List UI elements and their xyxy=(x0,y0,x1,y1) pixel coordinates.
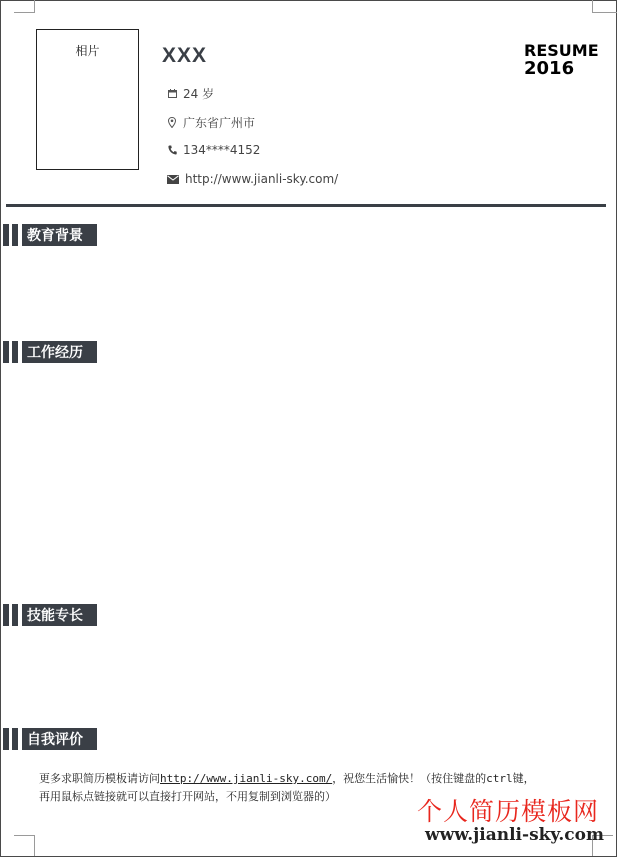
section-bar-decoration xyxy=(12,728,18,750)
section-heading-education xyxy=(3,224,97,246)
watermark-title: 个人简历模板网 xyxy=(417,797,600,826)
section-bar-decoration xyxy=(3,341,9,363)
section-bar-decoration xyxy=(12,224,18,246)
note-link[interactable]: http://www.jianli-sky.com/ xyxy=(160,772,333,785)
location-pin-icon xyxy=(167,117,177,129)
info-website xyxy=(167,172,338,186)
section-bar-decoration xyxy=(3,604,9,626)
resume-year-title xyxy=(524,42,599,78)
corner-mark-top-right xyxy=(592,0,617,13)
corner-mark-bottom-left xyxy=(14,835,35,856)
section-bar-decoration xyxy=(12,604,18,626)
watermark-url: www.jianli-sky.com xyxy=(425,825,604,845)
section-title-skills: 技能专长 xyxy=(22,604,97,626)
info-location xyxy=(167,114,255,131)
info-age xyxy=(167,85,214,102)
header-divider xyxy=(6,204,606,207)
phone-icon xyxy=(167,144,177,156)
section-title-education: 教育背景 xyxy=(22,224,97,246)
section-title-self-evaluation: 自我评价 xyxy=(22,728,97,750)
candidate-name: XXX xyxy=(162,44,208,67)
note-text-before-link: 更多求职简历模板请访问 xyxy=(39,772,160,785)
note-text-after-link: ，祝您生活愉快！（按住键盘的ctrl键， xyxy=(332,772,535,785)
section-title-work: 工作经历 xyxy=(22,341,97,363)
section-bar-decoration xyxy=(12,341,18,363)
location-text: 广东省广州市 xyxy=(183,116,256,130)
calendar-icon xyxy=(167,88,177,100)
website-text[interactable]: http://www.jianli-sky.com/ xyxy=(185,172,339,186)
resume-word: RESUME xyxy=(524,41,599,60)
section-bar-decoration xyxy=(3,728,9,750)
note-line-1 xyxy=(39,770,589,788)
resume-year: 2016 xyxy=(524,58,575,79)
section-heading-skills xyxy=(3,604,97,626)
age-text: 24 岁 xyxy=(183,87,215,101)
envelope-icon xyxy=(167,173,179,185)
corner-mark-top-left xyxy=(14,0,35,13)
info-phone xyxy=(167,143,260,157)
section-bar-decoration xyxy=(3,224,9,246)
section-heading-self-evaluation xyxy=(3,728,97,750)
note-line-2: 再用鼠标点链接就可以直接打开网站，不用复制到浏览器的） xyxy=(39,790,336,803)
photo-label: 相片 xyxy=(75,44,100,58)
section-heading-work xyxy=(3,341,97,363)
photo-placeholder xyxy=(36,29,139,170)
phone-text: 134****4152 xyxy=(183,143,261,157)
